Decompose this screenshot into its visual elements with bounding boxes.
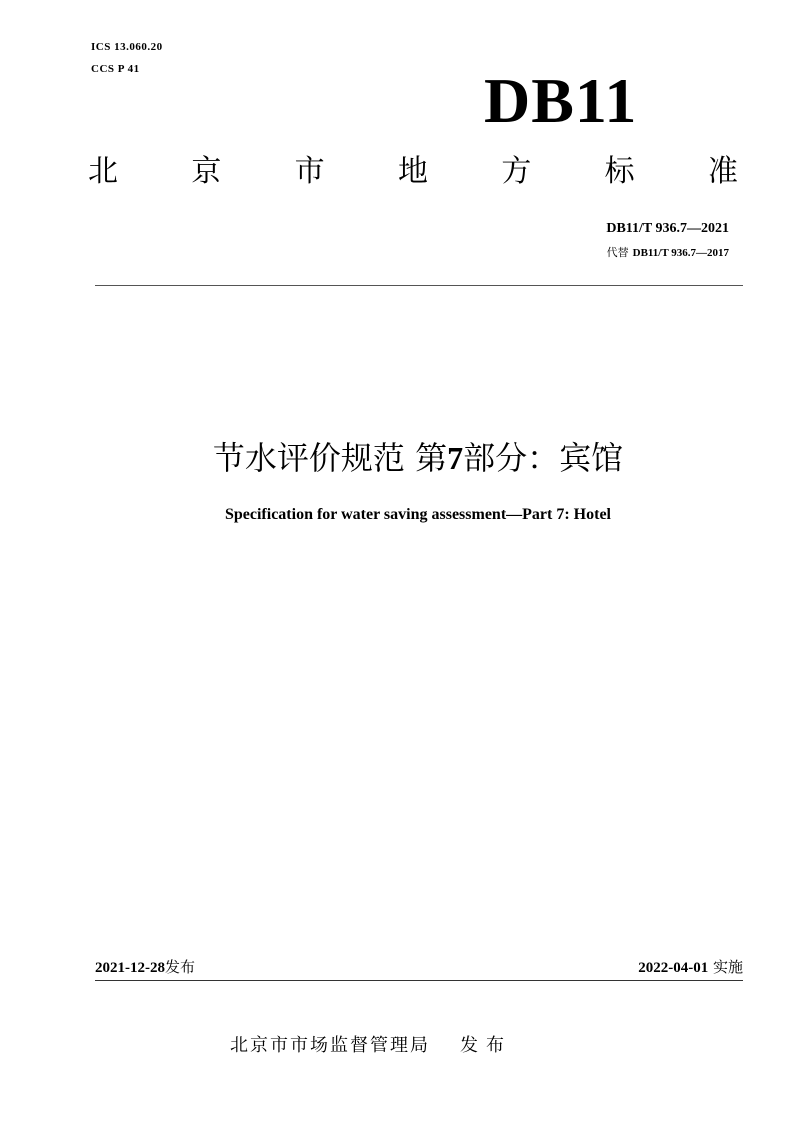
issuer-line <box>230 1034 512 1058</box>
chinese-title-part-number: 7 <box>447 440 464 476</box>
standard-type-char: 地 <box>397 154 428 189</box>
implementation-date: 2022-04-01 <box>638 960 709 976</box>
chinese-title <box>0 436 800 480</box>
chinese-title-part2: 部分：宾馆 <box>463 439 624 477</box>
standard-type-char: 方 <box>501 154 532 189</box>
implementation-date-line <box>638 957 743 978</box>
issue-date-line <box>95 957 195 978</box>
issuer-action: 发布 <box>460 1035 512 1056</box>
db-code-logo: DB11 <box>484 65 638 136</box>
top-divider <box>95 285 743 286</box>
standard-type-char: 京 <box>191 154 222 189</box>
issue-date: 2021-12-28 <box>95 960 165 976</box>
english-title: Specification for water saving assessment—Part 7: Hotel <box>224 506 611 523</box>
ccs-code: CCS P 41 <box>91 63 140 75</box>
standard-type-char: 标 <box>604 154 635 189</box>
standard-type-char: 市 <box>294 154 325 189</box>
standard-type-title <box>88 152 738 192</box>
bottom-divider <box>95 980 743 981</box>
implementation-label: 实施 <box>712 958 743 976</box>
replaces-code: DB11/T 936.7—2017 <box>632 247 729 259</box>
issue-label: 发布 <box>165 958 196 976</box>
replaces-line <box>607 246 729 260</box>
chinese-title-part1: 节水评价规范 第 <box>212 439 448 477</box>
issuer-name: 北京市市场监督管理局 <box>230 1035 430 1056</box>
ics-code: ICS 13.060.20 <box>91 41 163 53</box>
standard-type-char: 北 <box>88 154 118 189</box>
replaces-label: 代替 <box>606 246 629 259</box>
standard-number: DB11/T 936.7—2021 <box>606 221 729 236</box>
standard-type-char: 准 <box>707 154 738 189</box>
